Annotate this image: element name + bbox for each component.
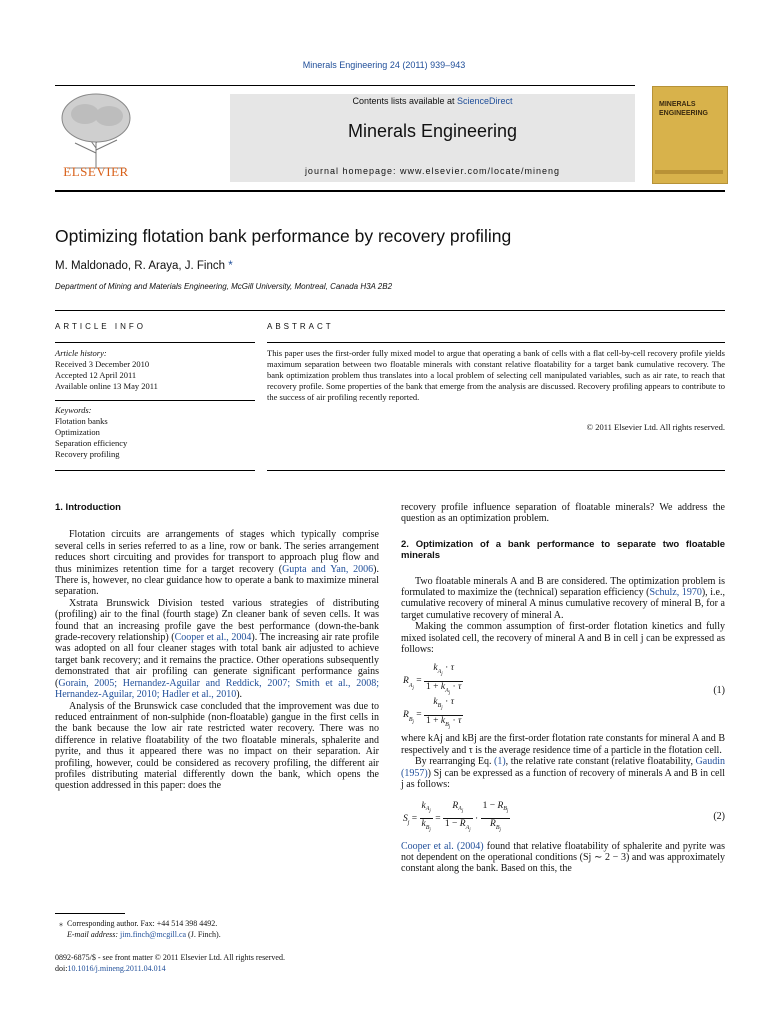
- corresponding-author-note: [55, 918, 379, 929]
- info-bottom-rule: [55, 470, 255, 471]
- intro-paragraph-3: Analysis of the Brunswick case concluded that the improvement was due to reduced entrainment of non-sulphide (non-floatable) gangue in the first cells in the bank because the low air rate restricted water recovery. There was no difference in relative floatability of the two floatable minerals, sphalerite and pyrite, and thus it appeared there was no impact on their separation. Air profiling, however, could be considered as recovery profiling, the different air profiles distributing material differently down the bank, which opens the question addressed in this paper: does the: [55, 700, 379, 792]
- equation-1-explanation: where kAj and kBj are the first-order flotation rate constants for mineral A and B respectively and τ is the average residence time of a particle in the flotation cell.: [401, 733, 725, 756]
- email-label: E-mail address:: [67, 930, 121, 939]
- optimization-paragraph-1: [401, 576, 725, 622]
- equation-2-body: $S_j$ = $\frac{k_{A_j}}{k_{B_j}}$ = $\frac{R_{A_j}}{1 - R_{A_j}}$ · $\frac{1 - R_{B_j}}{R_{B_j}}$: [403, 800, 509, 834]
- authors-text: M. Maldonado, R. Araya, J. Finch: [55, 260, 226, 272]
- intro-paragraph-2: [55, 598, 379, 701]
- reference-link[interactable]: Schulz, 1970: [649, 587, 702, 599]
- keyword-item: Optimization: [55, 427, 100, 437]
- abstract-text: This paper uses the first-order fully mixed model to argue that operating a bank of cells with a flat cell-by-cell recovery profile yields maximum separation between two floatable minerals with constant relative floatability for a target bank cumulative recovery. The bank optimization problem thus translates into a local problem of selecting cell manipulated variables, such as air rate, to reach that recovery profile. Some properties of the bank that emerge from the analysis are discussed. Recovery profiling appears to contribute to the success of air profiling recently reported.: [267, 348, 725, 402]
- section-heading-introduction: 1. Introduction: [55, 502, 121, 513]
- affiliation: Department of Mining and Materials Engineering, McGill University, Montreal, Canada H3A 2B2: [55, 282, 393, 291]
- masthead-rule-top: [55, 85, 635, 86]
- history-accepted: Accepted 12 April 2011: [55, 370, 137, 380]
- abstract-heading: ABSTRACT: [267, 322, 334, 331]
- article-info-rule: [55, 342, 255, 343]
- keywords-label: Keywords:: [55, 405, 92, 415]
- header-rule: [55, 310, 725, 311]
- corresponding-author-text: Corresponding author. Fax: +44 514 398 4492.: [67, 919, 218, 928]
- journal-cover-stripe: [655, 170, 723, 174]
- right-column: [401, 502, 725, 875]
- doi-link[interactable]: 10.1016/j.mineng.2011.04.014: [67, 964, 166, 973]
- opt-p1-text: Two floatable minerals A and B are considered. The optimization problem is formulated to maximize the (technical) separation efficiency (: [401, 575, 725, 599]
- email-suffix: (J. Finch).: [186, 930, 221, 939]
- intro-p1-text: Flotation circuits are arrangements of stages which typically comprise several cells in series referred to as a line, row or bank. The series arrangement reduces short circuiting and provides for transport to approach plug flow and thus minimizes retention time for a target recovery (: [55, 529, 379, 575]
- footnote: [55, 918, 379, 940]
- opt-p5-text: found that relative floatability of sphalerite and pyrite was not dependent on the operational conditions (Sj ∼ 2 − 3) and was approximately constant along the bank. Based on this, the: [401, 840, 725, 875]
- opt-p4-text: , the relative rate constant (relative floatability,: [505, 756, 696, 768]
- history-received: Received 3 December 2010: [55, 359, 150, 369]
- equation-reference-link[interactable]: (1): [494, 756, 506, 768]
- optimization-paragraph-4: [401, 756, 725, 790]
- doi-line: [55, 963, 555, 974]
- optimization-paragraph-5: [401, 841, 725, 875]
- intro-p2-text: Xstrata Brunswick Division tested various strategies of distributing (profiling) air to the final (fourth stage) Zn cleaner bank of seven cells. It was found that an increasing profile gave the best performance (down-the-bank grade-recovery relationship) (: [55, 597, 379, 644]
- equation-1-rb: $R_{B_j}$ = $\frac{k_{B_j} \cdot \tau}{1 + k_{B_j} \cdot \tau}$: [403, 697, 462, 731]
- footnote-star-icon: ⁎: [59, 919, 63, 928]
- contents-prefix: Contents lists available at: [352, 96, 458, 106]
- history-label: Article history:: [55, 348, 107, 358]
- author-list: [55, 260, 233, 272]
- reference-link[interactable]: Gaudin (1957): [401, 756, 725, 779]
- reference-link[interactable]: Gorain, 2005; Hernandez-Aguilar and Reddick, 2007; Smith et al., 2008; Hernandez-Aguilar, 2010; Hadler et al., 2010: [55, 677, 379, 701]
- publisher-name: ELSEVIER: [63, 164, 129, 179]
- history-online: Available online 13 May 2011: [55, 381, 158, 391]
- contents-availability: [230, 96, 635, 106]
- continued-paragraph: recovery profile influence separation of floatable minerals? We address the question as an optimization problem.: [401, 502, 725, 525]
- equation-1-label: (1): [713, 685, 725, 697]
- journal-homepage[interactable]: journal homepage: www.elsevier.com/locate/mineng: [304, 166, 561, 176]
- keyword-item: Separation efficiency: [55, 438, 128, 448]
- issn-line: 0892-6875/$ - see front matter © 2011 Elsevier Ltd. All rights reserved.: [55, 953, 285, 962]
- equation-2-label: (2): [713, 810, 725, 822]
- journal-title: Minerals Engineering: [347, 121, 518, 141]
- abstract-bottom-rule: [267, 470, 725, 471]
- reference-link[interactable]: Cooper et al., 2004: [174, 632, 252, 644]
- paper-title: Optimizing flotation bank performance by recovery profiling: [55, 226, 512, 246]
- masthead-rule-bottom: [55, 190, 725, 192]
- reference-link[interactable]: Gupta and Yan, 2006: [282, 563, 374, 575]
- section-heading-optimization: 2. Optimization of a bank performance to separate two floatable minerals: [401, 538, 725, 562]
- keyword-item: Recovery profiling: [55, 449, 120, 459]
- abstract-copyright: © 2011 Elsevier Ltd. All rights reserved.: [586, 422, 725, 432]
- keywords-rule: [55, 400, 255, 401]
- keywords-block: [55, 405, 255, 460]
- opt-p1-text: ), i.e., cumulative recovery of mineral A minus cumulative recovery of mineral B, for a target cumulative recovery of mineral A.: [401, 587, 725, 621]
- left-column: [55, 502, 379, 792]
- email-line: [55, 929, 379, 940]
- sciencedirect-link[interactable]: ScienceDirect: [457, 96, 513, 106]
- keyword-item: Flotation banks: [55, 416, 108, 426]
- intro-paragraph-1: [55, 529, 379, 597]
- intro-p1-text: ). There is, however, no clear guidance how to operate a bank to maximize mineral separation.: [55, 563, 379, 598]
- corresponding-author-mark[interactable]: *: [228, 260, 233, 272]
- equation-2: [401, 797, 725, 837]
- opt-p4-text: ) Sj can be expressed as a function of recovery of minerals A and B in cell j as follows:: [401, 767, 725, 791]
- optimization-paragraph-2: Making the common assumption of first-order flotation kinetics and fully mixed isolated cell, the recovery of mineral A and B in cell j can be expressed as follows:: [401, 621, 725, 656]
- intro-p2-text: ).: [236, 689, 243, 701]
- abstract-rule: [267, 342, 725, 343]
- equation-1: [401, 661, 725, 729]
- opt-p4-text: By rearranging Eq.: [415, 756, 494, 768]
- footnote-rule: [55, 913, 125, 914]
- author-email-link[interactable]: jim.finch@mcgill.ca: [120, 930, 187, 939]
- journal-citation[interactable]: Minerals Engineering 24 (2011) 939–943: [302, 60, 466, 70]
- equation-1-ra: $R_{A_j}$ = $\frac{k_{A_j} \cdot \tau}{1 + k_{A_j} \cdot \tau}$: [403, 663, 462, 697]
- article-info-heading: ARTICLE INFO: [55, 322, 146, 331]
- doi-label: doi:: [55, 964, 68, 973]
- journal-cover-title: MINERALS ENGINEERING: [659, 101, 709, 117]
- intro-p2-text: ). The increasing air rate profile was adopted on all four cleaner stages with total bank air adjusted to achieve target bank recovery; and it remains the practice. Other operations subsequently demonstrated that air profiling can generate significant performance gains (: [55, 632, 379, 689]
- reference-link[interactable]: Cooper et al. (2004): [401, 840, 484, 852]
- article-history: [55, 348, 255, 392]
